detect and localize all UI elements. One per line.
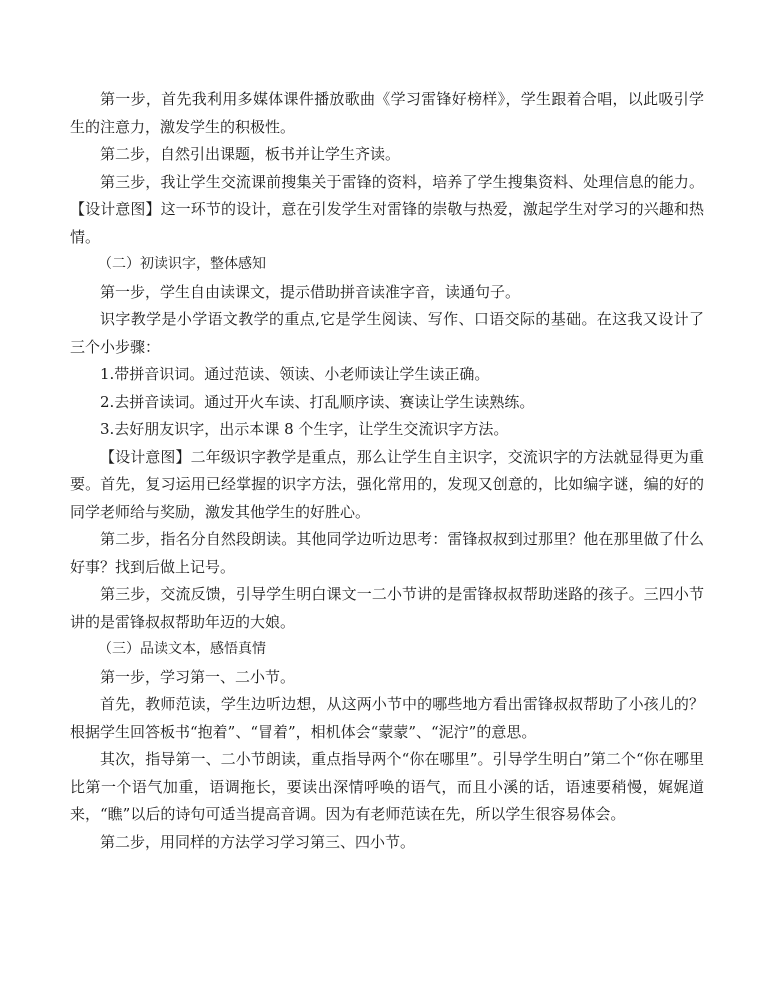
list-item: 2.去拼音读词。通过开火车读、打乱顺序读、赛读让学生读熟练。 xyxy=(100,392,535,411)
paragraph: 第一步，学习第一、二小节。 xyxy=(100,667,296,686)
section-heading: （三）品读文本，感悟真情 xyxy=(98,641,266,657)
design-intent-paragraph: 【设计意图】二年级识字教学是重点，那么让学生自主识字，交流识字的方法就显得更为重要。首先，复习运用已经掌握的识字方法，强化常用的，发现又创意的，比如编字谜，编的好的同学老师给与奖励，激发其他学生的好胜心。 xyxy=(70,447,704,521)
list-item: 1.带拼音识词。通过范读、领读、小老师读让学生读正确。 xyxy=(100,365,490,383)
paragraph: 第三步，我让学生交流课前搜集关于雷锋的资料，培养了学生搜集资料、处理信息的能力。 【设计意图】这一环节的设计，意在引发学生对雷锋的崇敬与热爱，激起学生对学习的兴趣和热情。 xyxy=(70,172,704,246)
section-heading: （二）初读识字，整体感知 xyxy=(98,256,266,272)
document-body xyxy=(70,86,704,856)
paragraph: 第二步，自然引出课题，板书并让学生齐读。 xyxy=(100,145,401,163)
list-item: 3.去好朋友识字，出示本课 8 个生字，让学生交流识字方法。 xyxy=(100,420,509,438)
paragraph: 第三步，交流反馈，引导学生明白课文一二小节讲的是雷锋叔叔帮助迷路的孩子。三四小节讲的是雷锋叔叔帮助年迈的大娘。 xyxy=(70,585,704,631)
paragraph: 第一步，学生自由读课文，提示借助拼音读准字音，读通句子。 xyxy=(100,282,521,301)
paragraph: 第二步，指名分自然段朗读。其他同学边听边思考：雷锋叔叔到过那里？他在那里做了什么好事？找到后做上记号。 xyxy=(70,530,704,576)
paragraph: 第一步，首先我利用多媒体课件播放歌曲《学习雷锋好榜样》，学生跟着合唱，以此吸引学生的注意力，激发学生的积极性。 xyxy=(70,90,704,136)
paragraph: 识字教学是小学语文教学的重点,它是学生阅读、写作、口语交际的基础。在这我又设计了三个小步骤： xyxy=(70,310,704,356)
paragraph: 第二步，用同样的方法学习学习第三、四小节。 xyxy=(100,832,416,851)
paragraph: 首先，教师范读，学生边听边想，从这两小节中的哪些地方看出雷锋叔叔帮助了小孩儿的？根据学生回答板书“抱着”、“冒着”，相机体会“蒙蒙”、“泥泞”的意思。 xyxy=(70,695,704,741)
paragraph: 其次，指导第一、二小节朗读，重点指导两个“你在哪里”。引导学生明白”第二个“你在哪里比第一个语气加重，语调拖长，要读出深情呼唤的语气，而且小溪的话，语速要稍慢，娓娓道来，“瞧”以后的诗句可适当提高音调。因为有老师范读在先，所以学生很容易体会。 xyxy=(70,750,704,823)
